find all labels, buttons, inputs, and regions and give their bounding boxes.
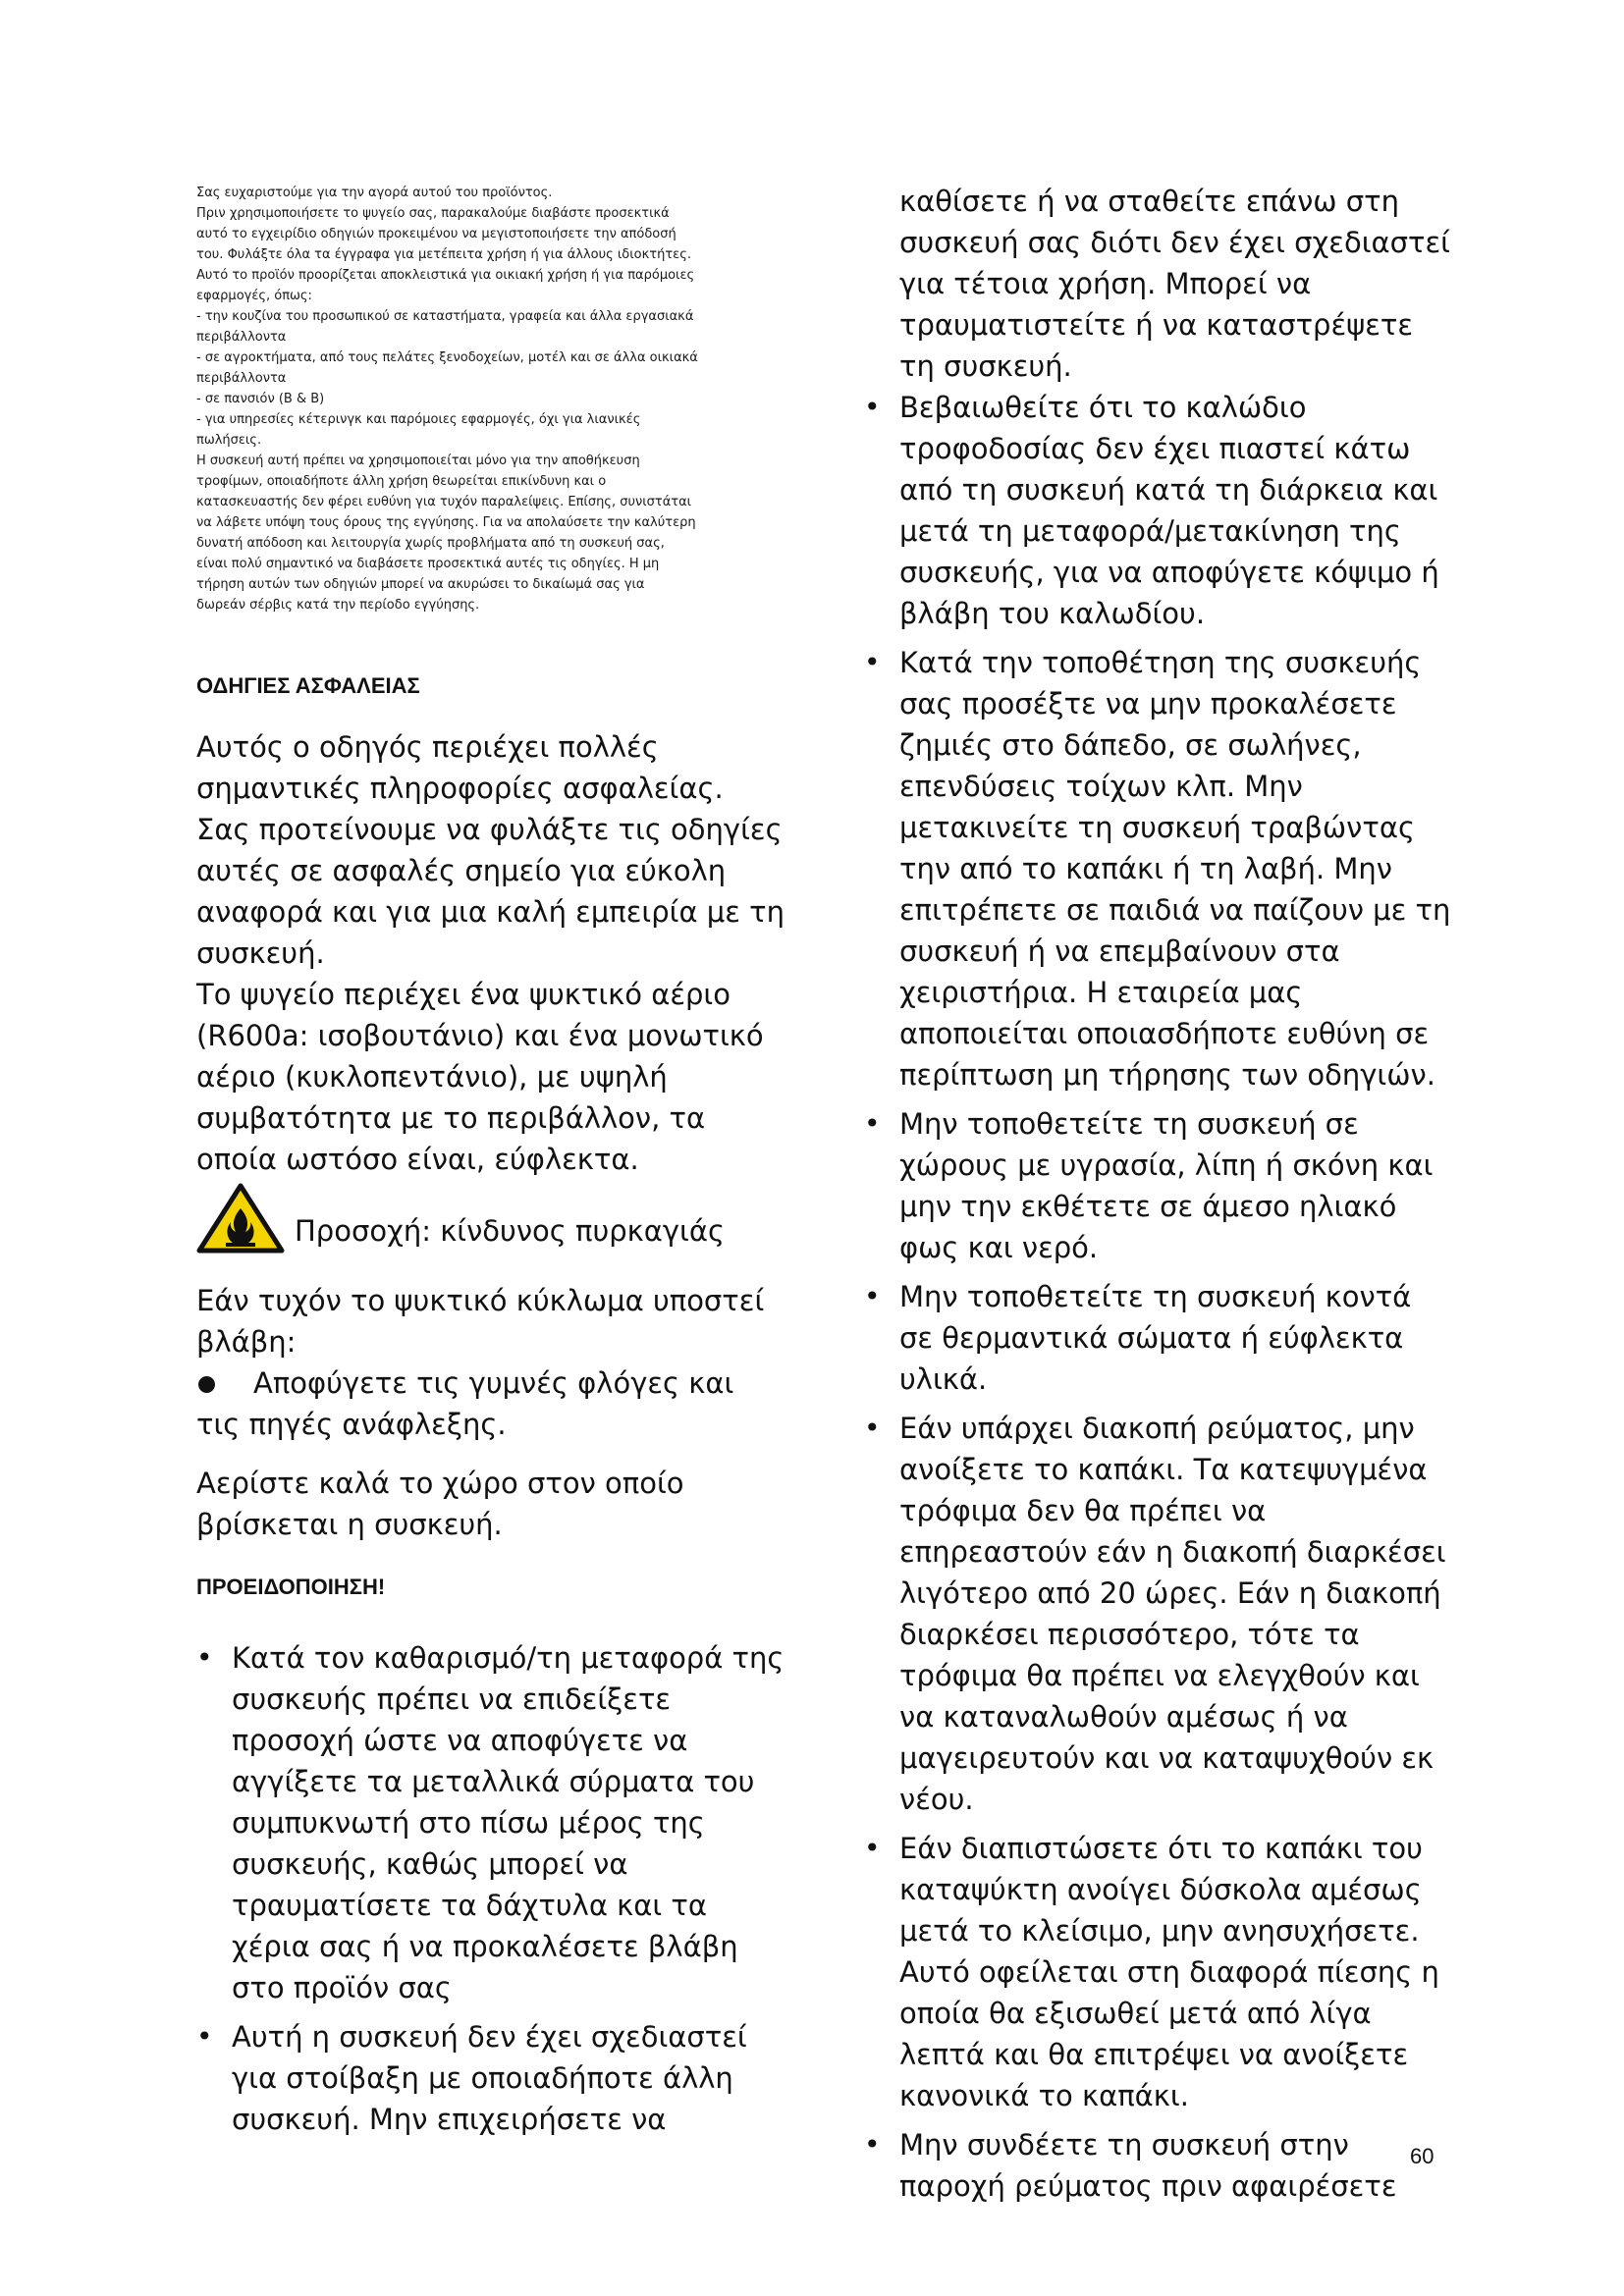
fire-warning-row <box>196 1184 725 1256</box>
warning-heading: ΠΡΟΕΙΔΟΠΟΙΗΣΗ! <box>196 1575 386 1599</box>
bullet-icon: • <box>864 1280 881 1312</box>
list-item-text: Κατά τον καθαρισμό/τη μεταφορά της συσκευής πρέπει να επιδείξετε προσοχή ώστε να αποφύγετε να αγγίξετε τα μεταλλικά σύρματα του συμπυκνωτή στο πίσω μέρος της συσκευής, καθώς μπορεί να τραυματίσετε τα δάχτυλα και τα χέρια σας ή να προκαλέσετε βλάβη στο προϊόν σας <box>232 1641 785 2004</box>
list-item <box>864 387 1453 634</box>
list-item <box>864 642 1453 1095</box>
intro-text <box>196 183 785 615</box>
continuation-paragraph <box>864 181 1453 387</box>
intro-line: είναι πολύ σημαντικό να διαβάσετε προσεκτικά αυτές τις οδηγίες. Η μη <box>196 557 660 571</box>
intro-line: - σε αγροκτήματα, από τους πελάτες ξενοδοχείων, μοτέλ και σε άλλα οικιακά <box>196 350 698 365</box>
list-item-text: Βεβαιωθείτε ότι το καλώδιο τροφοδοσίας δεν έχει πιαστεί κάτω από τη συσκευή κατά τη διάρκεια και μετά τη μεταφορά/μετακίνηση της συσκευής, για να αποφύγετε κόψιμο ή βλάβη του καλωδίου. <box>899 391 1439 630</box>
intro-line: δωρεάν σέρβις κατά την περίοδο εγγύησης. <box>196 598 480 613</box>
intro-line: Αυτό το προϊόν προορίζεται αποκλειστικά για οικιακή χρήση ή για παρόμοιες <box>196 268 695 283</box>
intro-line: Σας ευχαριστούμε για την αγορά αυτού του προϊόντος. <box>196 186 553 200</box>
list-item-text: Εάν υπάρχει διακοπή ρεύματος, μην ανοίξετε το καπάκι. Τα κατεψυγμένα τρόφιμα δεν θα πρέπει να επηρεαστούν εάν η διακοπή διαρκέσει λιγότερο από 20 ώρες. Εάν η διακοπή διαρκέσει περισσότερο, τότε τα τρόφιμα θα πρέπει να ελεγχθούν και να καταναλωθούν αμέσως ή να μαγειρευτούν και να καταψυχθούν εκ νέου. <box>899 1412 1446 1816</box>
bullet-icon: • <box>864 646 881 678</box>
intro-line: να λάβετε υπόψη τους όρους της εγγύησης. Για να απολαύσετε την καλύτερη <box>196 515 696 530</box>
intro-line: τήρηση αυτών των οδηγιών μπορεί να ακυρώσει το δικαίωμά σας για <box>196 577 645 592</box>
circuit-damage-text: Εάν τυχόν το ψυκτικό κύκλωμα υποστεί βλάβη: <box>196 1284 765 1359</box>
intro-line: Πριν χρησιμοποιήσετε το ψυγείο σας, παρακαλούμε διαβάστε προσεκτικά <box>196 206 670 221</box>
list-item <box>864 1276 1453 1400</box>
fire-warning-text: Προσοχή: κίνδυνος πυρκαγιάς <box>295 1214 725 1248</box>
bullet-dot-icon <box>198 1376 215 1393</box>
intro-line: πωλήσεις. <box>196 433 262 448</box>
bullet-icon: • <box>864 2128 881 2161</box>
intro-line: - για υπηρεσίες κέτερινγκ και παρόμοιες εφαρμογές, όχι για λιανικές <box>196 412 641 427</box>
avoid-flames-text: Αποφύγετε τις γυμνές φλόγες και τις πηγές ανάφλεξης. <box>196 1366 734 1441</box>
left-bullet-list <box>196 1637 785 2140</box>
intro-line: εφαρμογές, όπως: <box>196 289 312 303</box>
intro-line: - σε πανσιόν (B & B) <box>196 392 325 406</box>
list-item <box>196 2016 785 2140</box>
list-item <box>864 1828 1453 2116</box>
list-item-text: Μην τοποθετείτε τη συσκευή σε χώρους με υγρασία, λίπη ή σκόνη και μην την εκθέτετε σε άμεσο ηλιακό φως και νερό. <box>899 1107 1434 1264</box>
bullet-icon: • <box>864 391 881 423</box>
list-item <box>864 1408 1453 1820</box>
list-item-text: Μην συνδέετε τη συσκευή στην παροχή ρεύματος πριν αφαιρέσετε <box>899 2128 1397 2203</box>
intro-line: του. Φυλάξτε όλα τα έγγραφα για μετέπειτα χρήση ή για άλλους ιδιοκτήτες. <box>196 247 691 262</box>
intro-line: Η συσκευή αυτή πρέπει να χρησιμοποιείται μόνο για την αποθήκευση <box>196 454 640 468</box>
safety-paragraph <box>196 726 785 1180</box>
flammable-hazard-icon <box>196 1183 285 1257</box>
intro-line: κατασκευαστής δεν φέρει ευθύνη για τυχόν παραλείψεις. Επίσης, συνιστάται <box>196 495 692 509</box>
list-item-text: Μην τοποθετείτε τη συσκευή κοντά σε θερμαντικά σώματα ή εύφλεκτα υλικά. <box>899 1280 1412 1396</box>
list-item-text: Κατά την τοποθέτηση της συσκευής σας προσέξτε να μην προκαλέσετε ζημιές στο δάπεδο, σε σωλήνες, επενδύσεις τοίχων κλπ. Μην μετακινείτε τη συσκευή τραβώντας την από το καπάκι ή τη λαβή. Μην επιτρέπετε σε παιδιά να παίζουν με τη συσκευή ή να επεμβαίνουν στα χειριστήρια. Η εταιρεία μας αποποιείται οποιασδήποτε ευθύνη σε περίπτωση μη τήρησης των οδηγιών. <box>899 646 1451 1092</box>
list-item <box>864 1103 1453 1268</box>
circuit-damage-block <box>196 1280 785 1445</box>
list-item <box>864 2124 1453 2207</box>
ventilate-block <box>196 1463 785 1545</box>
bullet-icon: • <box>864 1412 881 1444</box>
page-number: 60 <box>1410 2144 1435 2168</box>
safety-heading: ΟΔΗΓΙΕΣ ΑΣΦΑΛΕΙΑΣ <box>196 673 420 698</box>
intro-line: περιβάλλοντα <box>196 330 287 345</box>
right-bullet-list <box>864 387 1453 2207</box>
intro-line: περιβάλλοντα <box>196 371 287 386</box>
list-item-text: Αυτή η συσκευή δεν έχει σχεδιαστεί για στοίβαξη με οποιαδήποτε άλλη συσκευή. Μην επιχειρήσετε να <box>232 2020 747 2136</box>
list-item-text: Εάν διαπιστώσετε ότι το καπάκι του καταψύκτη ανοίγει δύσκολα αμέσως μετά το κλείσιμο, μην ανησυχήσετε. Αυτό οφείλεται στη διαφορά πίεσης η οποία θα εξισωθεί μετά από λίγα λεπτά και θα επιτρέψει να ανοίξετε κανονικά το καπάκι. <box>899 1832 1439 2112</box>
intro-line: δυνατή απόδοση και λειτουργία χωρίς προβλήματα από τη συσκευή σας, <box>196 536 665 551</box>
bullet-icon: • <box>196 1641 213 1674</box>
safety-paragraph-2: Το ψυγείο περιέχει ένα ψυκτικό αέριο (R600a: ισοβουτάνιο) και ένα μονωτικό αέριο (κυκλοπεντάνιο), με υψηλή συμβατότητα με το περιβάλλον, τα οποία ωστόσο είναι, εύφλεκτα. <box>196 978 764 1176</box>
avoid-flames-item <box>196 1362 785 1445</box>
intro-line: - την κουζίνα του προσωπικού σε καταστήματα, γραφεία και άλλα εργασιακά <box>196 309 694 324</box>
ventilate-text: Αερίστε καλά το χώρο στον οποίο βρίσκεται η συσκευή. <box>196 1467 684 1541</box>
safety-paragraph-1: Αυτός ο οδηγός περιέχει πολλές σημαντικές πληροφορίες ασφαλείας. Σας προτείνουμε να φυλάξτε τις οδηγίες αυτές σε ασφαλές σημείο για εύκολη αναφορά και για μια καλή εμπειρία με τη συσκευή. <box>196 730 785 970</box>
intro-line: αυτό το εγχειρίδιο οδηγιών προκειμένου να μεγιστοποιήσετε την απόδοσή <box>196 227 677 241</box>
list-item <box>196 1637 785 2008</box>
bullet-icon: • <box>196 2020 213 2053</box>
intro-line: τροφίμων, οποιαδήποτε άλλη χρήση θεωρείται επικίνδυνη και ο <box>196 474 607 489</box>
bullet-icon: • <box>864 1107 881 1140</box>
continuation-text: καθίσετε ή να σταθείτε επάνω στη συσκευή σας διότι δεν έχει σχεδιαστεί για τέτοια χρήση. Μπορεί να τραυματιστείτε ή να καταστρέψετε τη συσκευή. <box>899 185 1450 383</box>
bullet-icon: • <box>864 1832 881 1864</box>
